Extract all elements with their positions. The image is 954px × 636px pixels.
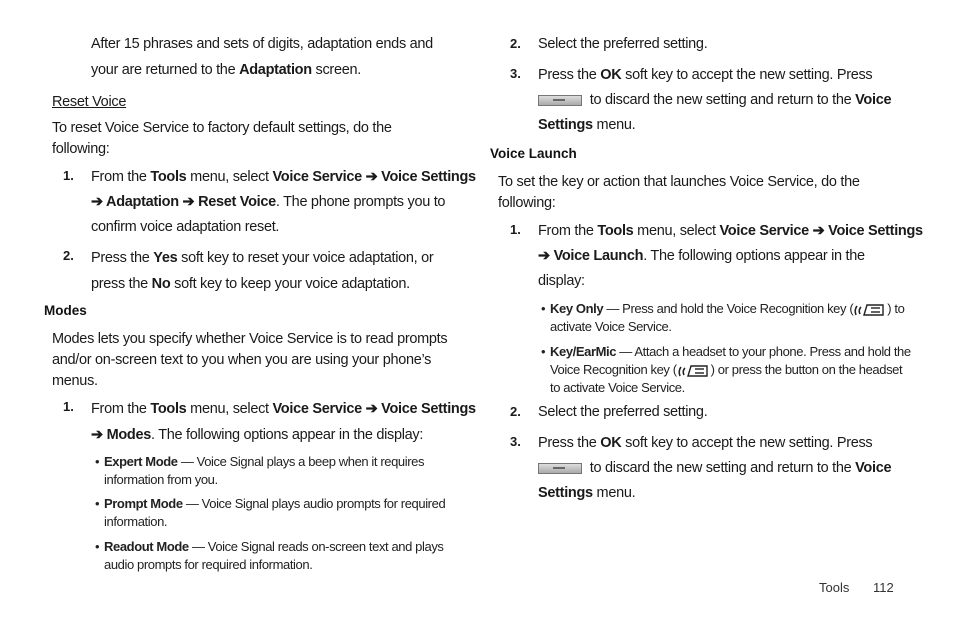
text-line: After 15 phrases and sets of digits, adaptation ends and (91, 36, 433, 52)
arrow: ➔ (91, 427, 107, 443)
text-line: information. (104, 514, 168, 529)
bold-term: Voice (855, 460, 892, 476)
text: . The following options appear in the display: (151, 427, 424, 443)
text: soft key to accept the new setting. Press (621, 67, 873, 83)
text: screen. (311, 62, 361, 78)
text: to discard the new setting and return to the (586, 92, 856, 108)
text-line: to activate Voice Service. (550, 380, 685, 395)
bold-term: Modes (106, 427, 151, 443)
text-line: display: (538, 273, 585, 289)
step-3-text (538, 63, 891, 138)
text-line: To set the key or action that launches Voice Service, do the (498, 174, 860, 190)
paragraph-adaptation-end (91, 33, 433, 81)
text: your are returned to the (91, 62, 240, 78)
bold-term: Settings (538, 117, 593, 133)
page-number: 112 (873, 580, 894, 595)
bullet-key-earmic (550, 343, 911, 397)
text-line (538, 88, 891, 113)
text-line: activate Voice Service. (550, 319, 672, 334)
text-line: and/or on-screen text to you when you are using your phone’s (52, 352, 432, 368)
bullet-readout-mode (104, 538, 444, 574)
arrow: ➔ (361, 401, 382, 417)
text-line (91, 190, 476, 215)
footer-section: Tools (819, 580, 850, 595)
text-line: following: (498, 195, 556, 211)
bold-term: Voice Service (272, 169, 362, 185)
text-line: audio prompts for required information. (104, 557, 313, 572)
text-line (91, 59, 433, 81)
bold-term: No (151, 276, 171, 292)
soft-key-icon (538, 463, 582, 474)
step-number: 1. (63, 399, 74, 414)
bold-term: Readout Mode (104, 539, 189, 554)
arrow: ➔ (361, 169, 382, 185)
voice-recognition-key-icon (677, 363, 711, 379)
text: ) to (887, 301, 905, 316)
bold-term: Voice Settings (381, 401, 476, 417)
step-number: 3. (510, 434, 521, 449)
text-line (538, 481, 891, 506)
soft-key-icon (538, 95, 582, 106)
text: menu, select (633, 223, 720, 239)
text-line (538, 63, 891, 88)
text-line (91, 422, 476, 448)
bullet-dot: • (95, 539, 100, 554)
reset-intro (52, 118, 392, 160)
text: to discard the new setting and return to the (586, 460, 856, 476)
text-line (91, 245, 433, 271)
text: menu, select (186, 169, 273, 185)
text-line (104, 538, 444, 556)
bold-term: Reset Voice (198, 194, 276, 210)
step-number: 2. (63, 248, 74, 263)
bold-term: Expert Mode (104, 454, 178, 469)
text-line (91, 165, 476, 190)
bold-term: OK (600, 67, 622, 83)
bullet-expert-mode (104, 453, 424, 489)
bold-term: Key Only (550, 301, 604, 316)
voice-launch-heading: Voice Launch (490, 146, 577, 161)
text: — Voice Signal plays audio prompts for required (182, 496, 446, 511)
text: menu. (592, 117, 636, 133)
voice-launch-step-2: Select the preferred setting. (538, 404, 708, 420)
bold-term: Adaptation (239, 62, 312, 78)
bold-term: Voice Settings (381, 169, 476, 185)
reset-step-2 (91, 245, 433, 297)
bold-term: Tools (597, 223, 634, 239)
bullet-dot: • (541, 344, 546, 359)
step-number: 2. (510, 404, 521, 419)
text-line (550, 343, 911, 361)
text: soft key to accept the new setting. Press (621, 435, 873, 451)
text: menu, select (186, 401, 273, 417)
bold-term: Settings (538, 485, 593, 501)
text: soft key to keep your voice adaptation. (170, 276, 410, 292)
text-line (104, 495, 445, 513)
bullet-dot: • (95, 496, 100, 511)
bold-term: Yes (153, 250, 178, 266)
arrow: ➔ (91, 194, 107, 210)
text-line: menus. (52, 373, 98, 389)
bold-term: Prompt Mode (104, 496, 183, 511)
arrow: ➔ (538, 248, 554, 264)
text: — Attach a headset to your phone. Press and hold the (616, 344, 911, 359)
reset-step-1 (91, 165, 476, 240)
text-line: information from you. (104, 472, 218, 487)
voice-launch-step-3 (538, 431, 891, 506)
text: Voice Recognition key ( (550, 362, 677, 377)
text: press the (91, 276, 152, 292)
text-line (538, 113, 891, 138)
modes-step-1 (91, 396, 476, 448)
text: From the (91, 169, 151, 185)
step-number: 1. (510, 222, 521, 237)
bold-term: Key/EarMic (550, 344, 617, 359)
arrow: ➔ (178, 194, 199, 210)
text: From the (91, 401, 151, 417)
text-line: To reset Voice Service to factory default settings, do the (52, 120, 392, 136)
text-line: following: (52, 141, 110, 157)
bold-term: Voice Service (272, 401, 362, 417)
bold-term: Voice Settings (828, 223, 923, 239)
text-line (550, 361, 911, 379)
bullet-key-only (550, 300, 904, 336)
voice-launch-intro (498, 172, 860, 214)
step-2-text: Select the preferred setting. (538, 36, 708, 52)
bullet-prompt-mode (104, 495, 445, 531)
text: Press the (91, 250, 154, 266)
bold-term: OK (600, 435, 622, 451)
step-number: 1. (63, 168, 74, 183)
bold-term: Tools (150, 401, 187, 417)
text-line (104, 453, 424, 471)
text-line (538, 219, 923, 244)
text-line: confirm voice adaptation reset. (91, 219, 280, 235)
step-number: 3. (510, 66, 521, 81)
text: Press the (538, 435, 601, 451)
text: . The following options appear in the (643, 248, 865, 264)
text: menu. (592, 485, 636, 501)
text: From the (538, 223, 598, 239)
reset-voice-title: Reset Voice (52, 94, 127, 110)
text-line: Modes lets you specify whether Voice Service is to read prompts (52, 331, 448, 347)
bullet-dot: • (95, 454, 100, 469)
text: — Press and hold the Voice Recognition key ( (603, 301, 854, 316)
modes-intro (52, 329, 447, 392)
text: ) or press the button on the headset (710, 362, 903, 377)
text-line (538, 244, 923, 269)
arrow: ➔ (808, 223, 829, 239)
bold-term: Adaptation (106, 194, 179, 210)
voice-recognition-key-icon (853, 302, 887, 318)
text-line (91, 396, 476, 422)
bold-term: Tools (150, 169, 187, 185)
step-number: 2. (510, 36, 521, 51)
voice-launch-step-1 (538, 219, 923, 294)
text: — Voice Signal plays a beep when it requires (177, 454, 425, 469)
modes-heading: Modes (44, 303, 87, 318)
text-line (91, 271, 433, 297)
bullet-dot: • (541, 301, 546, 316)
text-line (538, 456, 891, 481)
bold-term: Voice (855, 92, 892, 108)
bold-term: Voice Launch (553, 248, 644, 264)
text-line (538, 431, 891, 456)
text-line (550, 300, 904, 318)
bold-term: Voice Service (719, 223, 809, 239)
text: . The phone prompts you to (275, 194, 446, 210)
text: soft key to reset your voice adaptation, or (177, 250, 434, 266)
text: Press the (538, 67, 601, 83)
text: — Voice Signal reads on-screen text and plays (188, 539, 444, 554)
